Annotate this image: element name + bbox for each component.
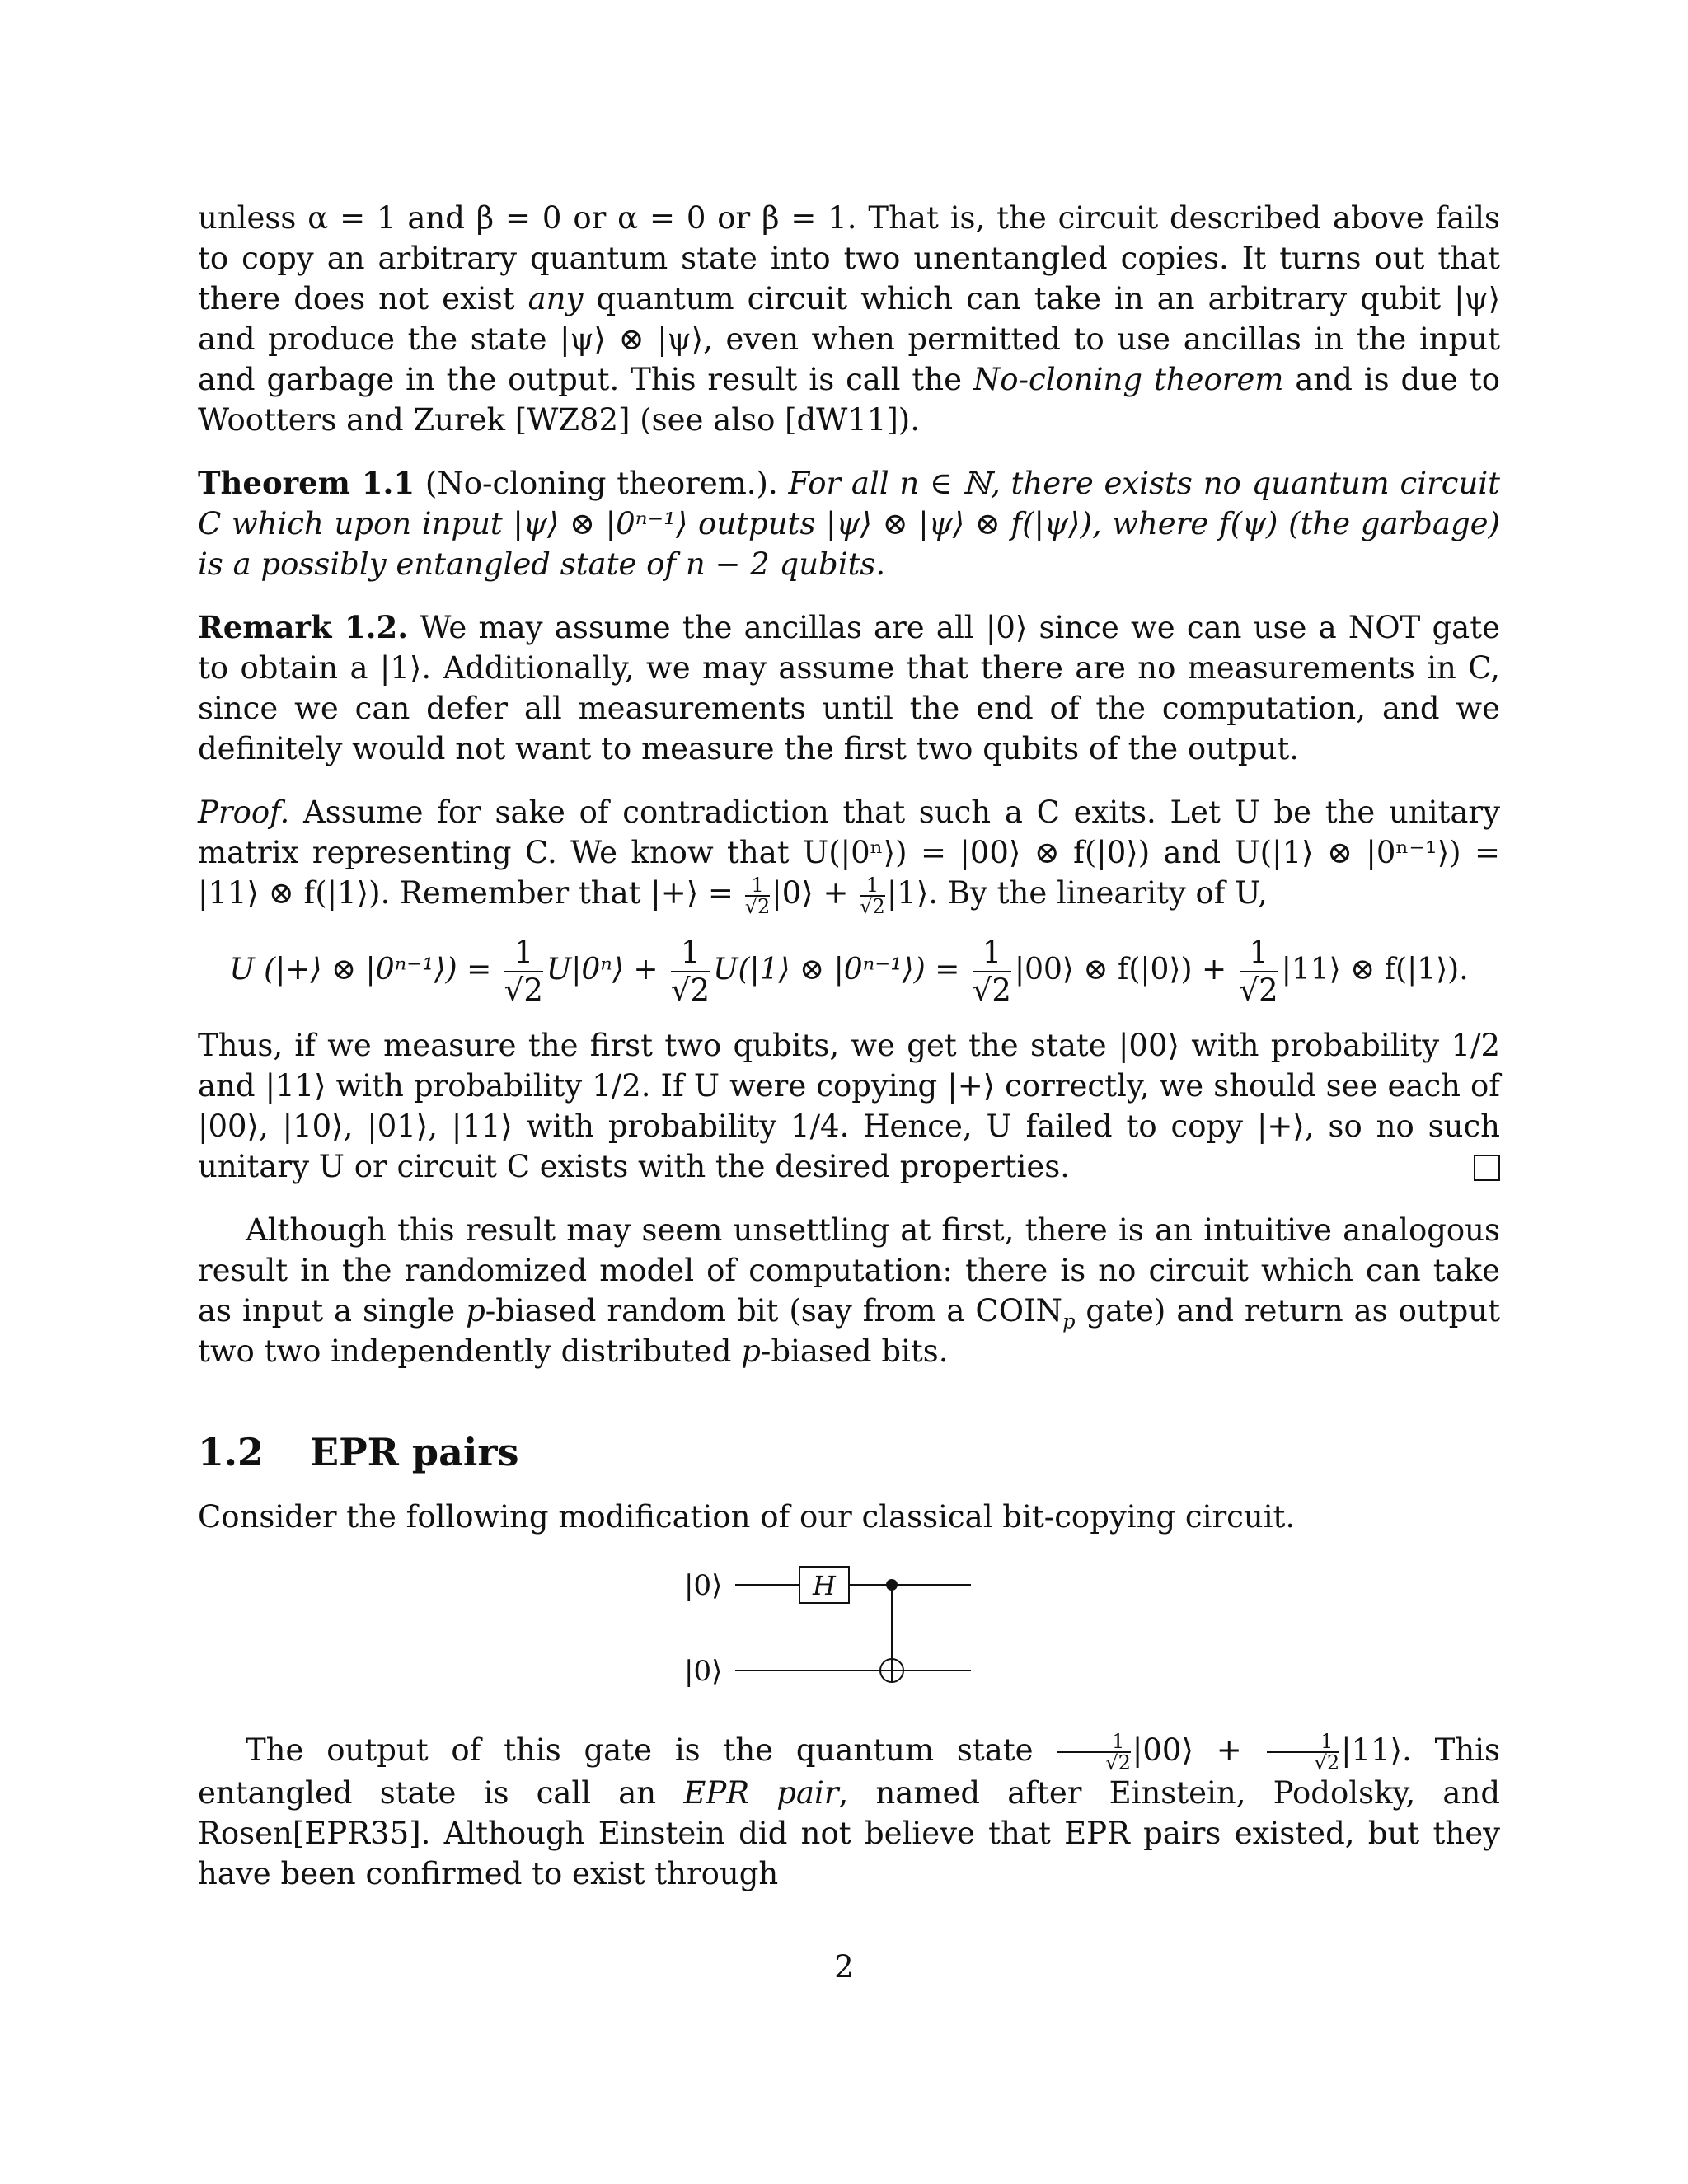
epr-circuit-diagram (684, 1555, 1014, 1712)
paragraph-epr: The output of this gate is the quantum state $\frac{1}{√2}$ |00⟩ + $\frac{1}{√2}$ |11⟩. This entangled state is call an EPR pair, named after Einstein, Podolsky, and Rosen[EPR35]. Although Einstein did not believe that EPR pairs existed, but they have been confirmed to exist through (198, 1730, 1501, 1891)
theorem-body: For all n ∈ ℕ, there exists no quantum circuit C which upon input |ψ⟩ ⊗ |0ⁿ⁻¹⟩ outputs |ψ⟩ ⊗ |ψ⟩ ⊗ f(|ψ⟩), where f(ψ) (the garbage) is a possibly entangled state of n − 2 qubits. (198, 466, 1501, 582)
theorem-1-1 (198, 463, 1500, 584)
proof-label: Proof. (198, 794, 290, 830)
display-equation: U (|+⟩ ⊗ |0ⁿ⁻¹⟩) = $\frac{1}{√2}$ U|0ⁿ⟩ + $\frac{1}{√2}$ U(|1⟩ ⊗ |0ⁿ⁻¹⟩) = $\frac{1}{√2}$ |00⟩ ⊗ f(|0⟩) + $\frac{1}{√2}$ |11⟩ ⊗ f(|1⟩). (229, 934, 1469, 1008)
proof-conclusion: Thus, if we measure the first two qubits, we get the state |00⟩ with probability 1/2 and |11⟩ with probability 1/2. If U were copying |+⟩ correctly, we should see each of |00⟩, |10⟩, |01⟩, |11⟩ with probability 1/4. Hence, U failed to copy |+⟩, so no such unitary U or circuit C exists with the desired properties. (198, 1027, 1500, 1184)
page-content (198, 198, 1500, 1894)
section-heading: 1.2 EPR pairs (198, 1429, 519, 1474)
theorem-label: Theorem 1.1 (198, 465, 415, 501)
remark-body: We may assume the ancillas are all |0⟩ since we can use a NOT gate to obtain a |1⟩. Additionally, we may assume that there are no measurements in C, since we can defer all measurements until the end of the computation, and we definitely would not want to measure the first two qubits of the output. (198, 610, 1500, 766)
hadamard-gate-label: H (813, 1569, 836, 1601)
section-intro: Consider the following modification of our classical bit-copying circuit. (198, 1498, 1296, 1535)
circuit-input-2: |0⟩ (684, 1654, 723, 1688)
theorem-name: (No-cloning theorem.). (424, 466, 778, 501)
paragraph-analogy: Although this result may seem unsettling at first, there is an intuitive analogous result in the randomized model of computation: there is no circuit which can take as input a single p-biased random bit (say from a $COIN_p$ gate) and return as output two two independently distributed p-biased bits. (198, 1212, 1500, 1369)
fraction: $\frac{1}{√2}$ (1057, 1732, 1131, 1773)
circuit-input-1: |0⟩ (684, 1568, 723, 1602)
fraction: $\frac{1}{√2}$ (860, 873, 885, 918)
fraction: $\frac{1}{√2}$ (1267, 1732, 1340, 1773)
proof-paragraph: Proof. Assume for sake of contradiction that such a C exits. Let U be the unitary matrix representing C. We know that U(|0ⁿ⟩) = |00⟩ ⊗ f(|0⟩) and U(|1⟩ ⊗ |0ⁿ⁻¹⟩) = |11⟩ ⊗ f(|1⟩). Remember that |+⟩ = $\frac{1}{√2}$ |0⟩ + $\frac{1}{√2}$ |1⟩. By the linearity of U, (198, 794, 1500, 918)
remark-1-2 (198, 607, 1500, 769)
remark-label: Remark 1.2. (198, 609, 409, 645)
page-number: 2 (834, 1949, 854, 1985)
fraction: $\frac{1}{√2}$ (744, 873, 771, 918)
qed-symbol (1474, 1155, 1500, 1181)
paragraph-intro: unless α = 1 and β = 0 or α = 0 or β = 1. That is, the circuit described above fails to copy an arbitrary quantum state into two unentangled copies. It turns out that there does not exist any quantum circuit which can take in an arbitrary qubit |ψ⟩ and produce the state |ψ⟩ ⊗ |ψ⟩, even when permitted to use ancillas in the input and garbage in the output. This result is call the No-cloning theorem and is due to Wootters and Zurek [WZ82] (see also [dW11]). (198, 200, 1501, 438)
